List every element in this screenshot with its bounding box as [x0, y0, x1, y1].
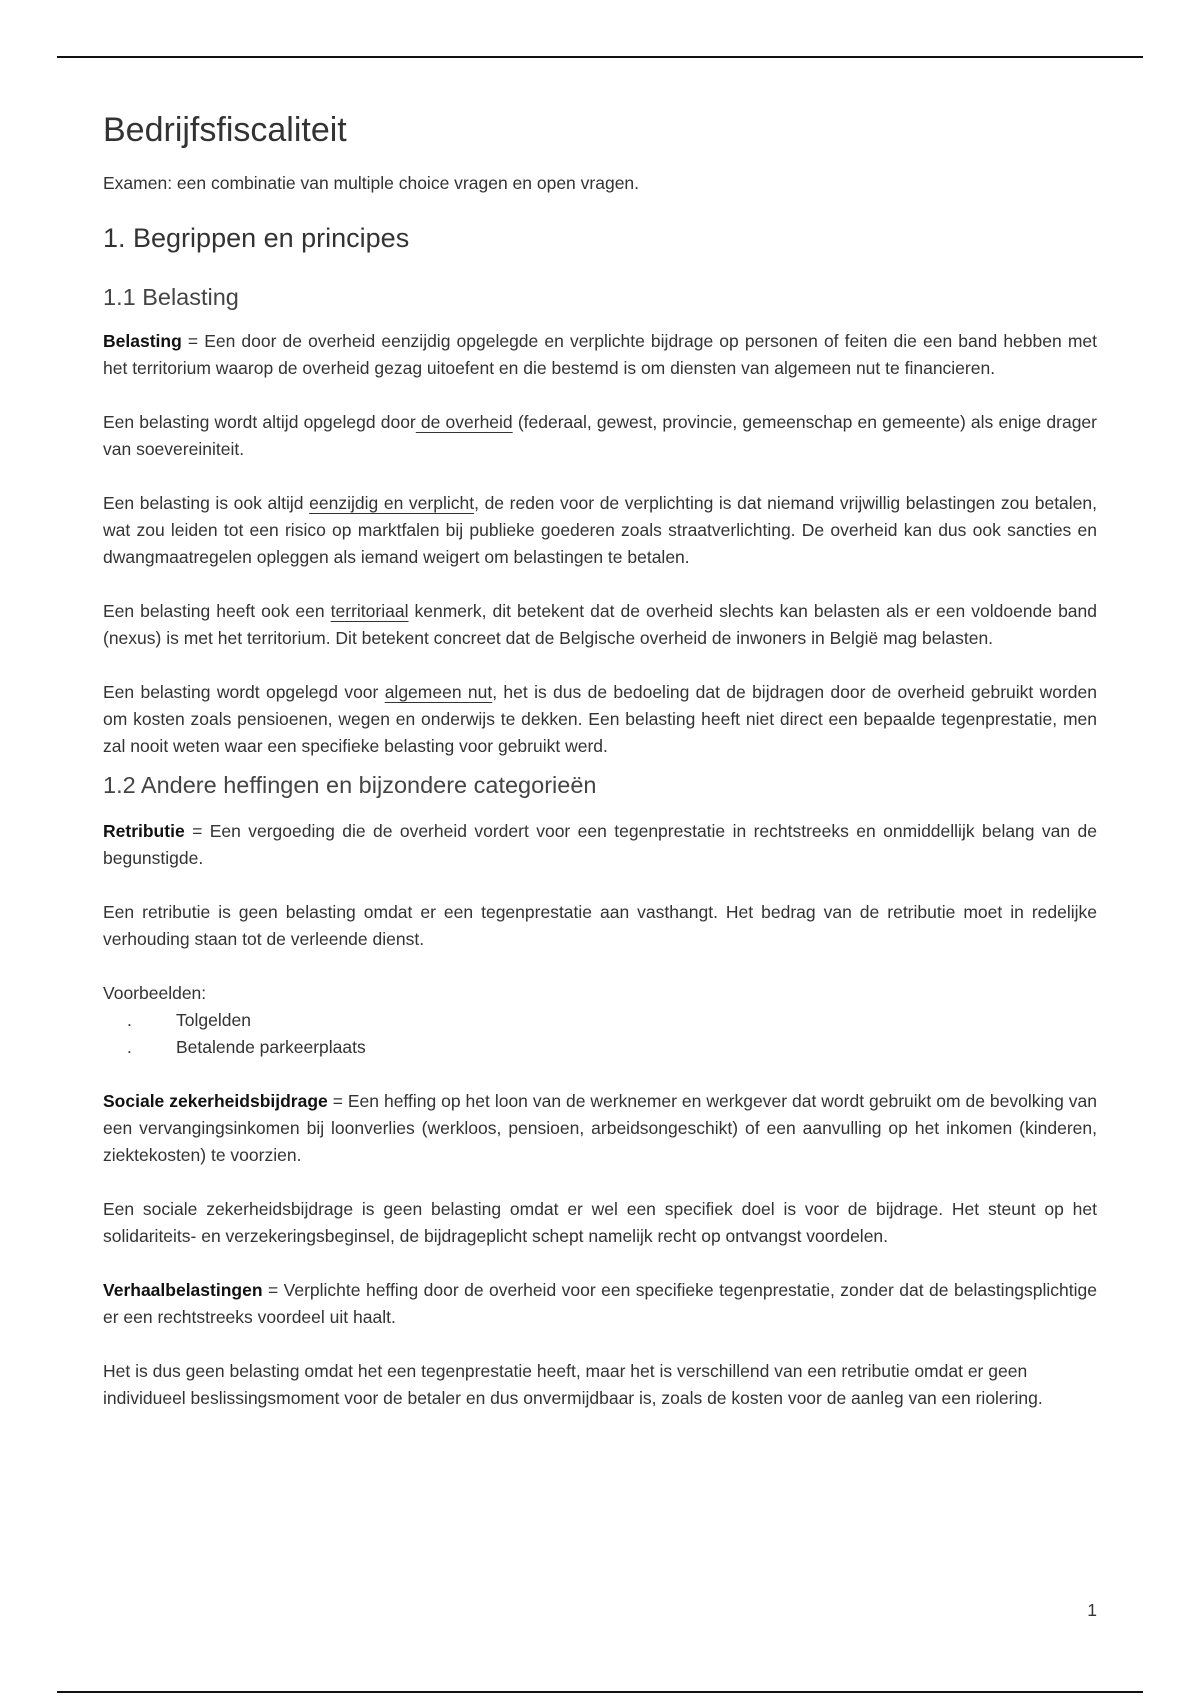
term-sociale-zekerheidsbijdrage: Sociale zekerheidsbijdrage [103, 1091, 328, 1111]
examples-list [103, 1007, 1097, 1061]
paragraph-verplicht [103, 490, 1097, 571]
definition-verhaal-text: = Verplichte heffing door de overheid voor een specifieke tegenprestatie, zonder dat de belastingsplichtige er een rechtstreeks voordeel uit haalt. [103, 1280, 1097, 1327]
underlined-algemeen-nut: algemeen nut [384, 682, 493, 702]
paragraph-text: kenmerk, dit betekent dat de overheid slechts kan belasten als er een voldoende band (nexus) is met het territorium. Dit betekent concreet dat de Belgische overheid de inwoners in België mag belasten. [103, 601, 1097, 648]
intro-text: Examen: een combinatie van multiple choice vragen en open vragen. [103, 173, 640, 193]
paragraph-sociale: Een sociale zekerheidsbijdrage is geen belasting omdat er wel een specifiek doel is voor de bijdrage. Het steunt op het solidariteits- en verzekeringsbeginsel, de bijdrageplicht schept namelijk recht op ontvangst voordelen. [103, 1199, 1097, 1246]
paragraph-text: , het is dus de bedoeling dat de bijdragen door de overheid gebruikt worden om kosten zoals pensioenen, wegen en onderwijs te dekken. Een belasting heeft niet direct een bepaalde tegenprestatie, men zal nooit weten waar een specifieke belasting voor gebruikt werd. [103, 682, 1098, 756]
paragraph-text: Een belasting is ook altijd [103, 493, 310, 513]
definition-sociale-text: = Een heffing op het loon van de werknemer en werkgever dat wordt gebruikt om de bevolking van een vervangingsinkomen bij loonverlies (werkloos, pensioen, arbeidsongeschikt) of een aanvulling op het inkomen (kinderen, ziektekosten) te voorzien. [103, 1091, 1097, 1165]
underlined-territoriaal: territoriaal [330, 601, 409, 621]
definition-belasting [103, 328, 1097, 382]
list-item [103, 1007, 1097, 1034]
paragraph-text: Een belasting wordt opgelegd voor [103, 682, 385, 702]
chapter-heading: 1. Begrippen en principes [103, 223, 410, 253]
term-retributie: Retributie [103, 821, 185, 841]
paragraph-text: , de reden voor de verplichting is dat niemand vrijwillig belastingen zou betalen, wat zou leiden tot een risico op marktfalen bij publieke goederen zoals straatverlichting. De overheid kan dus ook sancties en dwangmaatregelen opleggen als iemand weigert om belastingen te betalen. [103, 493, 1098, 567]
footer-rule [57, 1691, 1143, 1693]
header-rule [57, 56, 1143, 58]
list-item-text: Tolgelden [176, 1010, 251, 1030]
page-number: 1 [1087, 1600, 1097, 1620]
definition-retributie-text: = Een vergoeding die de overheid vordert voor een tegenprestatie in rechtstreeks en onmiddellijk belang van de begunstigde. [103, 821, 1097, 868]
bullet: . [127, 1037, 132, 1057]
paragraph-overheid [103, 409, 1097, 463]
definition-belasting-text: = Een door de overheid eenzijdig opgelegde en verplichte bijdrage op personen of feiten die een band hebben met het territorium waarop de overheid gezag uitoefent en die bestemd is om diensten van algemeen nut te financieren. [103, 331, 1097, 378]
bullet: . [127, 1010, 132, 1030]
definition-sociale-zekerheidsbijdrage [103, 1088, 1097, 1169]
term-belasting: Belasting [103, 331, 182, 351]
paragraph-algemeen-nut [103, 679, 1097, 760]
paragraph-text: (federaal, gewest, provincie, gemeenschap en gemeente) als enige drager van soevereiniteit. [103, 412, 1097, 459]
term-verhaalbelastingen: Verhaalbelastingen [103, 1280, 263, 1300]
definition-verhaalbelastingen [103, 1277, 1097, 1331]
examples-title: Voorbeelden: [103, 983, 207, 1003]
section-heading-1-1: 1.1 Belasting [103, 284, 239, 310]
paragraph-text: Een belasting wordt altijd opgelegd door [103, 412, 416, 432]
paragraph-retributie: Een retributie is geen belasting omdat er een tegenprestatie aan vasthangt. Het bedrag van de retributie moet in redelijke verhouding staan tot de verleende dienst. [103, 902, 1097, 949]
underlined-verplicht: eenzijdig en verplicht [309, 493, 475, 513]
paragraph-text: Een belasting heeft ook een [103, 601, 331, 621]
section-heading-1-2: 1.2 Andere heffingen en bijzondere categorieën [103, 772, 597, 798]
underlined-overheid: de overheid [415, 412, 513, 432]
paragraph-verhaal: Het is dus geen belasting omdat het een tegenprestatie heeft, maar het is verschillend van een retributie omdat er geen individueel beslissingsmoment voor de betaler en dus onvermijdbaar is, zoals de kosten voor de aanleg van een riolering. [103, 1361, 1043, 1408]
document-title: Bedrijfsfiscaliteit [103, 111, 347, 149]
list-item-text: Betalende parkeerplaats [176, 1037, 366, 1057]
document-body [103, 100, 1097, 1439]
paragraph-territoriaal [103, 598, 1097, 652]
list-item [103, 1034, 1097, 1061]
definition-retributie [103, 818, 1097, 872]
